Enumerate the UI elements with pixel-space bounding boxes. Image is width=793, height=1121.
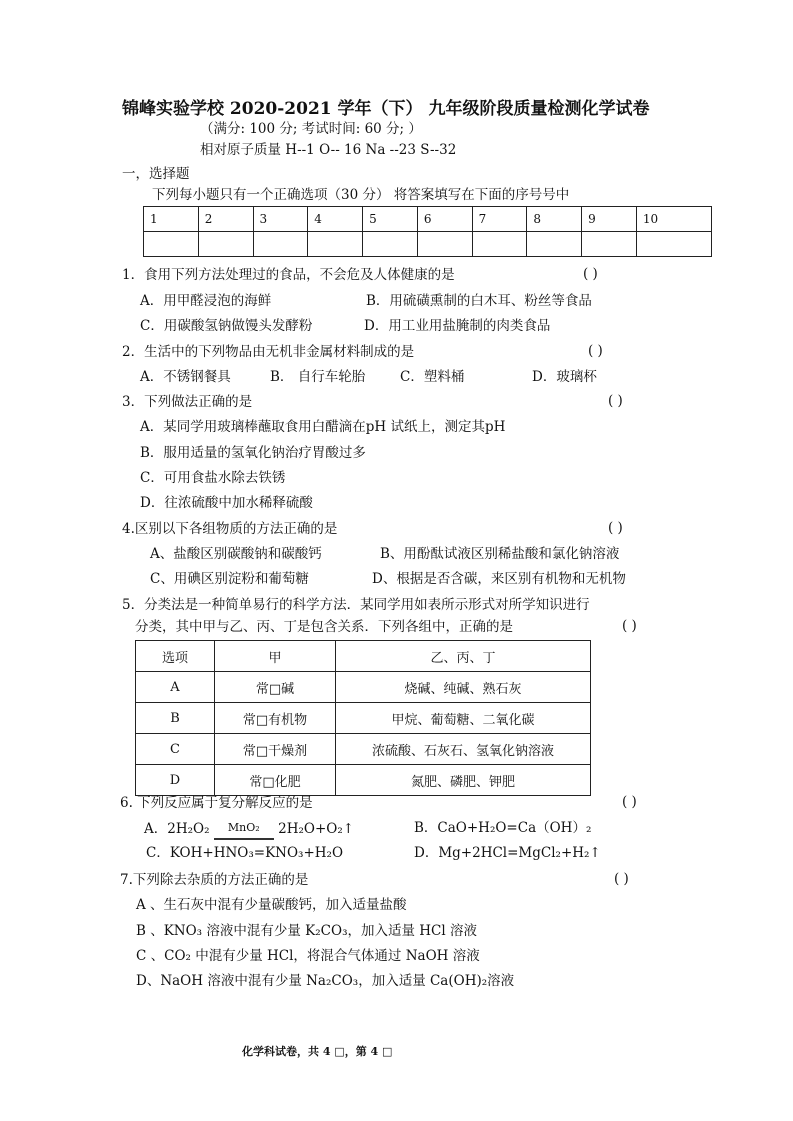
answer-number-cell: 7 [472,207,527,232]
q3-stem: 3．下列做法正确的是 [122,394,253,410]
table-cell: A [136,672,215,703]
table-cell: 常□有机物 [215,703,336,734]
q1-option-b: B．用硫磺熏制的白木耳、粉丝等食品 [366,293,592,309]
section-heading: 一，选择题 [122,166,190,182]
answer-blank-row [144,232,712,257]
q6-option-b: B．CaO+H₂O=Ca（OH）₂ [414,820,592,836]
answer-number-cell: 1 [144,207,199,232]
q2-answer-paren[interactable]: ( ) [588,343,603,359]
answer-blank-cell[interactable] [253,232,308,257]
q3-option-a: A．某同学用玻璃棒蘸取食用白醋滴在pH 试纸上，测定其pH [140,419,506,435]
q3-option-c: C．可用食盐水除去铁锈 [140,470,286,486]
q6-option-c: C．KOH+HNO₃=KNO₃+H₂O [146,845,344,861]
answer-number-cell: 4 [308,207,363,232]
q4-answer-paren[interactable]: ( ) [608,520,623,536]
q1-option-a: A．用甲醛浸泡的海鲜 [140,293,272,309]
answer-number-cell: 10 [636,207,711,232]
q2-option-d: D．玻璃杯 [532,369,597,385]
answer-blank-cell[interactable] [144,232,199,257]
q2-stem: 2．生活中的下列物品由无机非金属材料制成的是 [122,344,415,360]
table-cell: 甲烷、葡萄糖、二氧化碳 [336,703,591,734]
q2-option-b: B． 自行车轮胎 [270,369,366,385]
table-cell: D [136,765,215,796]
q4-option-d: D、根据是否含碳，来区别有机物和无机物 [372,571,626,587]
q2-option-a: A．不锈钢餐具 [140,369,231,385]
table-cell: 常□化肥 [215,765,336,796]
answer-blank-cell[interactable] [308,232,363,257]
answer-number-row [144,207,712,232]
table-header-cell: 甲 [215,641,336,672]
table-header-cell: 选项 [136,641,215,672]
answer-number-cell: 9 [582,207,637,232]
answer-blank-cell[interactable] [417,232,472,257]
q2-option-c: C．塑料桶 [400,369,465,385]
table-cell: 常□碱 [215,672,336,703]
q5-stem-line2: 分类，其中甲与乙、丙、丁是包含关系．下列各组中，正确的是 [135,619,513,635]
answer-blank-cell[interactable] [472,232,527,257]
table-row [136,765,591,796]
answer-blank-cell[interactable] [198,232,253,257]
q1-stem: 1．食用下列方法处理过的食品，不会危及人体健康的是 [122,267,455,283]
q7-stem: 7.下列除去杂质的方法正确的是 [120,872,309,888]
table-cell: B [136,703,215,734]
exam-info: （满分: 100 分; 考试时间: 60 分; ） [200,121,422,137]
q6-option-a-product: 2H₂O+O₂↑ [278,821,355,837]
exam-title: 锦峰实验学校 2020-2021 学年（下） 九年级阶段质量检测化学试卷 [122,99,650,119]
table-cell: 浓硫酸、石灰石、氢氧化钠溶液 [336,734,591,765]
answer-blank-cell[interactable] [363,232,418,257]
table-row [136,734,591,765]
q6-answer-paren[interactable]: ( ) [622,794,637,810]
table-cell: 烧碱、纯碱、熟石灰 [336,672,591,703]
table-cell: 常□干燥剂 [215,734,336,765]
answer-table [143,206,712,257]
q3-option-d: D．往浓硫酸中加水稀释硫酸 [140,495,313,511]
section-instruction: 下列每小题只有一个正确选项（30 分） 将答案填写在下面的序号号中 [152,187,570,203]
q4-option-c: C、用碘区别淀粉和葡萄糖 [150,571,309,587]
answer-blank-cell[interactable] [636,232,711,257]
classification-table [135,640,591,796]
q1-option-d: D．用工业用盐腌制的肉类食品 [364,318,551,334]
answer-number-cell: 6 [417,207,472,232]
q4-stem: 4.区别以下各组物质的方法正确的是 [122,521,338,537]
q4-option-b: B、用酚酞试液区别稀盐酸和氯化钠溶液 [380,546,620,562]
table-row [136,703,591,734]
atomic-mass-line: 相对原子质量 H--1 O-- 16 Na --23 S--32 [200,142,457,158]
answer-number-cell: 3 [253,207,308,232]
q7-answer-paren[interactable]: ( ) [614,871,629,887]
answer-number-cell: 2 [198,207,253,232]
q7-option-d: D、NaOH 溶液中混有少量 Na₂CO₃，加入适量 Ca(OH)₂溶液 [136,973,515,989]
q3-answer-paren[interactable]: ( ) [608,393,623,409]
q7-option-b: B 、KNO₃ 溶液中混有少量 K₂CO₃，加入适量 HCl 溶液 [136,923,477,939]
q1-answer-paren[interactable]: ( ) [583,266,598,282]
answer-number-cell: 8 [527,207,582,232]
q7-option-a: A 、生石灰中混有少量碳酸钙，加入适量盐酸 [136,897,407,913]
table-row [136,672,591,703]
q1-option-c: C．用碳酸氢钠做馒头发酵粉 [140,318,313,334]
page-footer: 化学科试卷，共 4 □，第 4 □ [242,1045,393,1058]
q7-option-c: C 、CO₂ 中混有少量 HCl，将混合气体通过 NaOH 溶液 [136,948,480,964]
table-cell: C [136,734,215,765]
answer-blank-cell[interactable] [527,232,582,257]
q6-stem: 6. 下列反应属于复分解反应的是 [120,795,313,811]
table-cell: 氮肥、磷肥、钾肥 [336,765,591,796]
q3-option-b: B．服用适量的氢氧化钠治疗胃酸过多 [140,445,366,461]
q6-option-a-reactant: A．2H₂O₂ [144,821,210,837]
table-header-cell: 乙、丙、丁 [336,641,591,672]
q6-option-a [144,819,354,838]
catalyst-label: MnO₂ [214,819,274,837]
q5-stem-line1: 5．分类法是一种简单易行的科学方法．某同学用如表所示形式对所学知识进行 [122,597,590,613]
answer-number-cell: 5 [363,207,418,232]
q4-option-a: A、盐酸区别碳酸钠和碳酸钙 [150,546,322,562]
q6-option-d: D．Mg+2HCl=MgCl₂+H₂↑ [414,845,601,861]
table-header-row [136,641,591,672]
answer-blank-cell[interactable] [582,232,637,257]
q5-answer-paren[interactable]: ( ) [622,618,637,634]
